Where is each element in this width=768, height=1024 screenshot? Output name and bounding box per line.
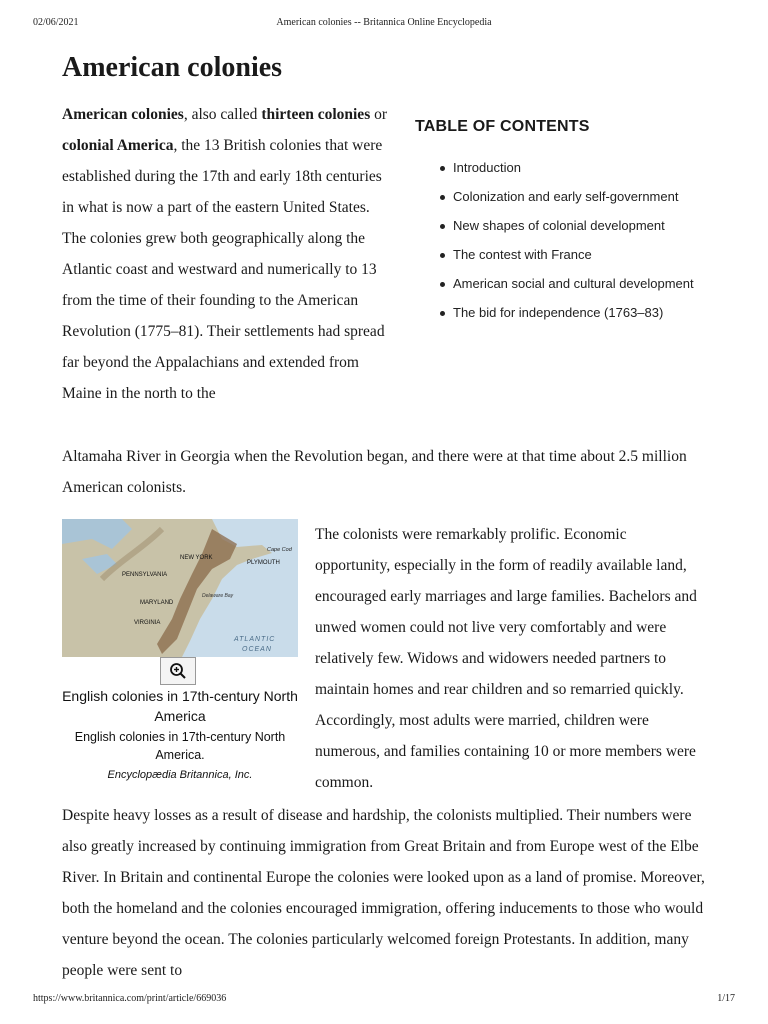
toc-list — [415, 158, 715, 323]
map-label-ocean: OCEAN — [242, 646, 272, 653]
lead-text-1: , also called — [183, 106, 262, 123]
term-colonial-america: colonial America — [62, 137, 174, 154]
map-label-delaware-bay: Delaware Bay — [202, 593, 234, 599]
paragraph-immigration: Despite heavy losses as a result of disease and hardship, the colonists multiplied. Their numbers were also greatly increased by continuing immigration from Great Britain and from Europe west of the Elbe River. In Britain and continental Europe the colonies were looked upon as a land of promise. Moreover, both the homeland and the colonies encouraged immigration, offering inducements to those who would venture beyond the ocean. The colonies particularly welcomed foreign Protestants. In addition, many people were sent to — [62, 807, 705, 979]
map-label-virginia: VIRGINIA — [134, 620, 161, 626]
print-header-title: American colonies -- Britannica Online Encyclopedia — [276, 17, 492, 28]
caption-credit: Encyclopædia Britannica, Inc. — [107, 769, 253, 781]
toc-item-social-cultural[interactable]: American social and cultural development — [415, 274, 723, 294]
lead-paragraph — [62, 99, 388, 409]
article-title: American colonies — [62, 52, 283, 83]
map-label-maryland: MARYLAND — [140, 600, 174, 606]
map-label-new-york: NEW YORK — [180, 555, 213, 561]
map-label-pennsylvania: PENNSYLVANIA — [122, 572, 168, 578]
toc-item-bid-independence[interactable]: The bid for independence (1763–83) — [415, 303, 723, 323]
figure-caption — [62, 686, 298, 783]
lead-text-2: or — [370, 106, 388, 123]
map-label-atlantic: ATLANTIC — [234, 636, 276, 643]
page-number: 1/17 — [717, 993, 735, 1004]
toc-item-introduction[interactable]: Introduction — [415, 158, 723, 178]
term-american-colonies: American colonies — [62, 106, 184, 123]
map-label-cape-cod: Cape Cod — [267, 547, 292, 553]
map-graphic — [62, 519, 298, 657]
print-date: 02/06/2021 — [33, 17, 79, 28]
caption-title: English colonies in 17th-century North America — [62, 688, 298, 724]
colonies-map-image[interactable] — [62, 519, 298, 657]
toc-item-colonization[interactable]: Colonization and early self-government — [415, 187, 723, 207]
toc-title: TABLE OF CONTENTS — [415, 118, 590, 135]
lead-text-3: , the 13 British colonies that were established during the 17th and early 18th centuries in what is now a part of the eastern United States. The colonies grew both geographically along the Atlantic coast and westward and numerically to 13 from the time of their founding to the American Revolution (1775–81). Their settlements had spread far beyond the Appalachians and extended from Maine in the north to the — [62, 137, 385, 402]
colonies-map-figure[interactable] — [62, 519, 298, 657]
zoom-image-button[interactable] — [160, 657, 196, 685]
paragraph-prolific: The colonists were remarkably prolific. Economic opportunity, especially in the form of readily available land, encouraged early marriages and large families. Bachelors and unwed women could not live very comfortably and were relatively few. Widows and widowers needed partners to maintain homes and rear children and so remarried quickly. Accordingly, most adults were married, children were numerous, and families containing 10 or more members were common. — [315, 526, 697, 791]
term-thirteen-colonies: thirteen colonies — [261, 106, 371, 123]
map-label-plymouth: PLYMOUTH — [247, 560, 280, 566]
caption-description: English colonies in 17th-century North America. — [74, 730, 286, 762]
toc-item-contest-france[interactable]: The contest with France — [415, 245, 723, 265]
table-of-contents — [415, 118, 715, 332]
lead-paragraph-continued: Altamaha River in Georgia when the Revolution began, and there were at that time about 2.5 million American colonists. — [62, 448, 687, 496]
magnifier-plus-icon — [169, 662, 187, 680]
print-url: https://www.britannica.com/print/article/669036 — [33, 993, 227, 1004]
toc-item-new-shapes[interactable]: New shapes of colonial development — [415, 216, 723, 236]
